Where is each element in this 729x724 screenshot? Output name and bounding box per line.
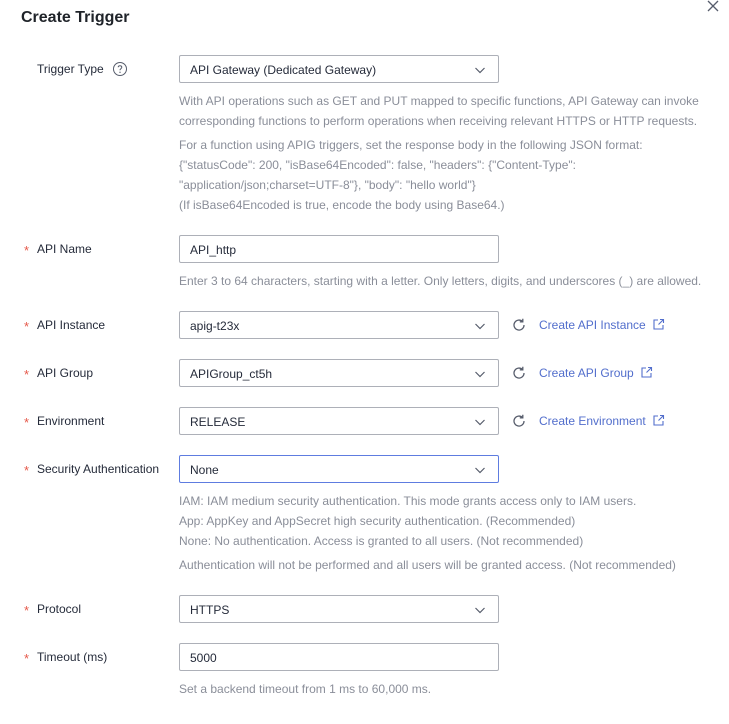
refresh-icon[interactable] (511, 317, 527, 333)
protocol-select[interactable] (179, 595, 499, 623)
timeout-value: 5000 (190, 651, 217, 665)
trigger-type-hint-5: "application/json;charset=UTF-8"}, "body": "hello world"} (179, 178, 476, 192)
chevron-down-icon (474, 416, 486, 428)
required-mark: * (24, 415, 30, 430)
trigger-type-hint-1: With API operations such as GET and PUT mapped to specific functions, API Gateway can invoke (179, 94, 699, 108)
create-api-instance-link[interactable] (539, 317, 665, 333)
create-api-group-link[interactable] (539, 365, 653, 381)
external-link-icon (652, 414, 665, 427)
required-mark: * (24, 243, 30, 258)
trigger-type-label: Trigger Type (37, 62, 104, 76)
api-name-label: API Name (37, 242, 92, 256)
api-instance-value: apig-t23x (190, 319, 240, 333)
api-name-hint: Enter 3 to 64 characters, starting with a letter. Only letters, digits, and underscores (_) are allowed. (179, 274, 702, 288)
required-mark: * (24, 651, 30, 666)
timeout-label: Timeout (ms) (37, 650, 108, 664)
required-mark: * (24, 367, 30, 382)
security-auth-value: None (190, 463, 219, 477)
trigger-type-hint-2: corresponding functions to perform operations when receiving relevant HTTPS or HTTP requests. (179, 114, 698, 128)
trigger-type-hint-3: For a function using APIG triggers, set the response body in the following JSON format: (179, 138, 643, 152)
create-environment-link[interactable] (539, 413, 665, 429)
chevron-down-icon (474, 320, 486, 332)
api-instance-label: API Instance (37, 318, 106, 332)
trigger-type-value: API Gateway (Dedicated Gateway) (190, 63, 377, 77)
required-mark: * (24, 603, 30, 618)
required-mark: * (24, 319, 30, 334)
security-auth-select[interactable] (179, 455, 499, 483)
environment-select[interactable] (179, 407, 499, 435)
dialog-title: Create Trigger (21, 9, 130, 26)
security-auth-hint-2: App: AppKey and AppSecret high security authentication. (Recommended) (179, 514, 576, 528)
trigger-type-hint-4: {"statusCode": 200, "isBase64Encoded": false, "headers": {"Content-Type": (179, 158, 576, 172)
refresh-icon[interactable] (511, 365, 527, 381)
chevron-down-icon (474, 604, 486, 616)
chevron-down-icon (474, 464, 486, 476)
security-auth-hint-4: Authentication will not be performed and all users will be granted access. (Not recommended) (179, 558, 676, 572)
external-link-icon (640, 366, 653, 379)
timeout-hint: Set a backend timeout from 1 ms to 60,000 ms. (179, 682, 432, 696)
api-group-select[interactable] (179, 359, 499, 387)
chevron-down-icon (474, 368, 486, 380)
trigger-type-select[interactable] (179, 55, 499, 83)
security-auth-hint-1: IAM: IAM medium security authentication. This mode grants access only to IAM users. (179, 494, 637, 508)
timeout-input[interactable] (179, 643, 499, 671)
environment-value: RELEASE (190, 415, 246, 429)
api-name-input[interactable] (179, 235, 499, 263)
protocol-value: HTTPS (190, 603, 230, 617)
help-icon[interactable] (112, 61, 128, 77)
environment-label: Environment (37, 414, 105, 428)
create-api-group-label: Create API Group (539, 366, 634, 380)
api-group-value: APIGroup_ct5h (190, 367, 273, 381)
protocol-label: Protocol (37, 602, 82, 616)
security-auth-label: Security Authentication (37, 462, 160, 476)
create-environment-label: Create Environment (539, 414, 646, 428)
create-api-instance-label: Create API Instance (539, 318, 646, 332)
api-group-label: API Group (37, 366, 94, 380)
trigger-type-hint-6: (If isBase64Encoded is true, encode the body using Base64.) (179, 198, 505, 212)
api-instance-select[interactable] (179, 311, 499, 339)
required-mark: * (24, 463, 30, 478)
close-icon[interactable] (704, 0, 722, 15)
external-link-icon (652, 318, 665, 331)
refresh-icon[interactable] (511, 413, 527, 429)
api-name-value: API_http (190, 243, 237, 257)
security-auth-hint-3: None: No authentication. Access is granted to all users. (Not recommended) (179, 534, 584, 548)
chevron-down-icon (474, 64, 486, 76)
